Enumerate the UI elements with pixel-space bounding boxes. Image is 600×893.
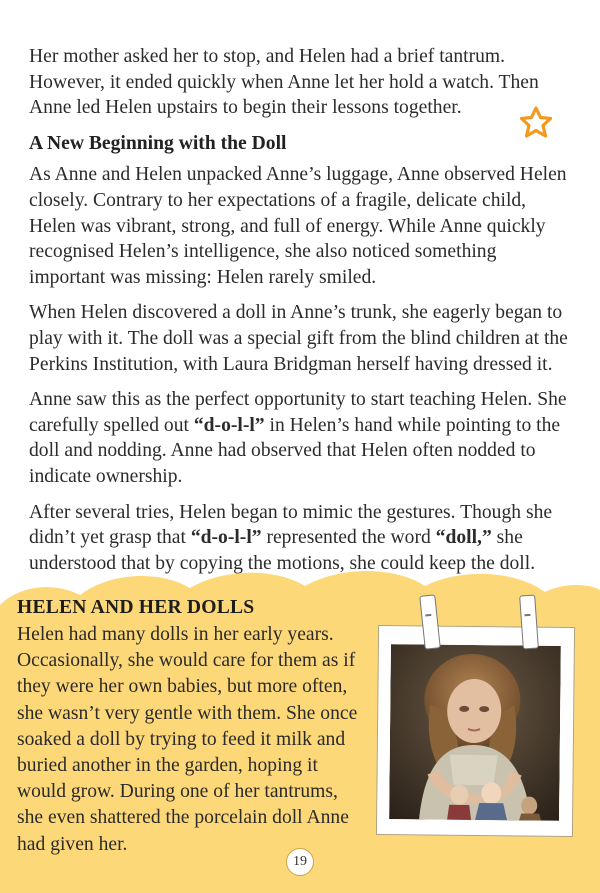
paragraph-5-text-1: After several tries, Helen began to mimic the gestures. Though she didn’t yet grasp that [29,501,553,549]
spelled-word-doll: “d-o-l-l” [193,414,265,436]
box-text: Helen had many dolls in her early years. Occasionally, she would care for them as if they were her own babies, but more often, she wasn’t very gentle with them. She once soaked a doll by trying to feed it milk and buried another in the garden, hoping it would grow. During one of her tantrums, she even shattered the porcelain doll Anne had given her. [17,624,358,855]
paragraph-4 [29,387,577,489]
girl-with-dolls-photo [389,644,561,821]
paragraph-3: When Helen discovered a doll in Anne’s trunk, she eagerly began to play with it. The doll was a special gift from the blind children at the Perkins Institution, with Laura Bridgman herself having dressed it. [29,302,568,375]
word-doll: “doll,” [435,527,492,549]
star-icon [516,103,556,143]
paragraph-2: As Anne and Helen unpacked Anne’s luggage, Anne observed Helen closely. Contrary to her expectations of a fragile, delicate child, Helen was vibrant, strong, and full of energy. While Anne quickly recognised Helen’s intelligence, she also noticed something important was missing: Helen rarely smiled. [29,164,567,288]
paragraph-5-text-2: represented the word [261,527,436,549]
paragraph-4-text-2: in Helen’s hand while pointing to the doll and nodding. Anne had observed that Helen often nodded to indicate ownership. [29,414,561,487]
spelled-word-doll: “d-o-l-l” [190,527,262,549]
section-heading: A New Beginning with the Doll [29,132,287,154]
paragraph-1: Her mother asked her to stop, and Helen had a brief tantrum. However, it ended quickly when Anne let her hold a watch. Then Anne led Helen upstairs to begin their lessons together. [29,46,539,119]
box-title: HELEN AND HER DOLLS [17,597,255,618]
photo-frame [376,625,575,837]
main-text [29,44,577,586]
paragraph-5-text-3: she understood that by copying the motions, she could keep the doll. [29,527,536,574]
paragraph-4-text-1: Anne saw this as the perfect opportunity to start teaching Helen. She carefully spelled out [29,389,567,436]
page-number: 19 [286,848,314,876]
